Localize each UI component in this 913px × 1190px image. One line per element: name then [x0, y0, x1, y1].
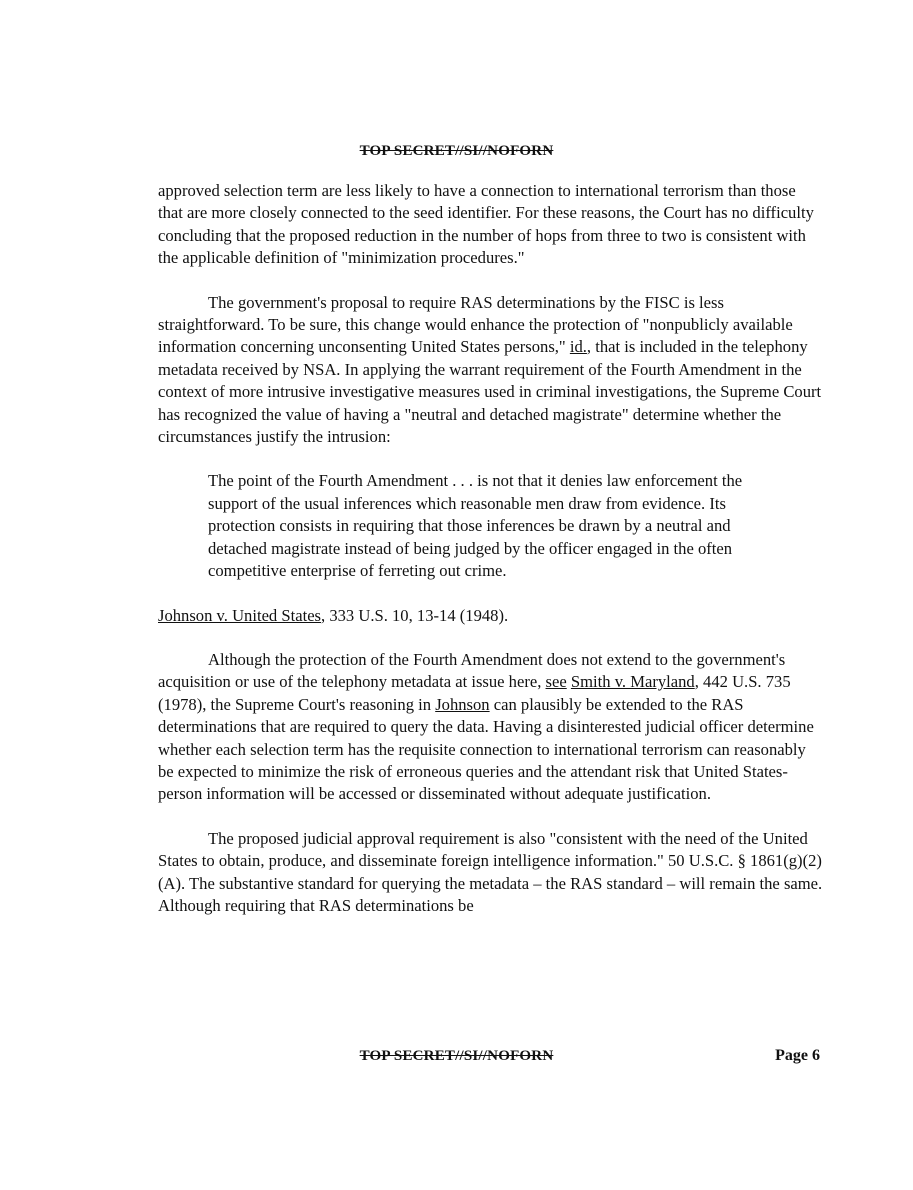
citation-reporter: , 333 U.S. 10, 13-14 (1948). — [321, 605, 509, 625]
citation-line — [158, 605, 823, 627]
page-number: Page 6 — [775, 1047, 820, 1064]
text-run: Although the protection of the Fourth Amendment does not extend to the government's acquisition or use of the telephony metadata at issue here, — [158, 649, 786, 692]
citation-id: id. — [569, 337, 587, 357]
signal-see: see — [545, 672, 567, 692]
text-run: The government's proposal to require RAS determinations by the FISC is less straightforward. To be sure, this change would enhance the protection of "nonpublicly available information concerning unconsenting United States persons," — [158, 292, 793, 357]
footer-classification-marking: TOP SECRET//SI//NOFORN — [359, 1048, 554, 1064]
case-name-johnson: Johnson v. United States — [158, 605, 322, 625]
text-run: , that is included in the telephony metadata received by NSA. In applying the warrant requirement of the Fourth Amendment in the context of more intrusive investigative measures used in criminal investigations, the Supreme Court has recognized the value of having a "neutral and detached magistrate" determine whether the circumstances justify the intrusion: — [158, 337, 822, 447]
paragraph-fourth-amendment — [158, 649, 823, 806]
case-name-johnson-short: Johnson — [435, 694, 490, 714]
paragraph-judicial-approval: The proposed judicial approval requirement is also "consistent with the need of the United States to obtain, produce, and disseminate foreign intelligence information." 50 U.S.C. § 1861(g)(2)(A). The substantive standard for querying the metadata – the RAS standard – will remain the same. Although requiring that RAS determinations be — [158, 828, 823, 915]
text-run: can plausibly be extended to the RAS determinations that are required to query the data. Having a disinterested judicial officer determine whether each selection term has the requisite connection to international terrorism can reasonably be expected to minimize the risk of erroneous queries and the attendant risk that United States-person information will be accessed or disseminated without adequate justification. — [158, 694, 814, 804]
document-body — [158, 180, 823, 939]
header-classification-marking: TOP SECRET//SI//NOFORN — [359, 143, 554, 159]
paragraph-continued: approved selection term are less likely to have a connection to international terrorism than those that are more closely connected to the seed identifier. For these reasons, the Court has no difficulty concluding that the proposed reduction in the number of hops from three to two is consistent with the applicable definition of "minimization procedures." — [158, 181, 814, 268]
case-name-smith: Smith v. Maryland — [570, 672, 695, 692]
text-run: , 442 U.S. 735 (1978), the Supreme Court's reasoning in — [158, 672, 791, 714]
paragraph-ras-proposal — [158, 292, 823, 449]
block-quote: The point of the Fourth Amendment . . . is not that it denies law enforcement the support of the usual inferences which reasonable men draw from evidence. Its protection consists in requiring that those inferences be drawn by a neutral and detached magistrate instead of being judged by the officer engaged in the often competitive enterprise of ferreting out crime. — [208, 471, 743, 581]
